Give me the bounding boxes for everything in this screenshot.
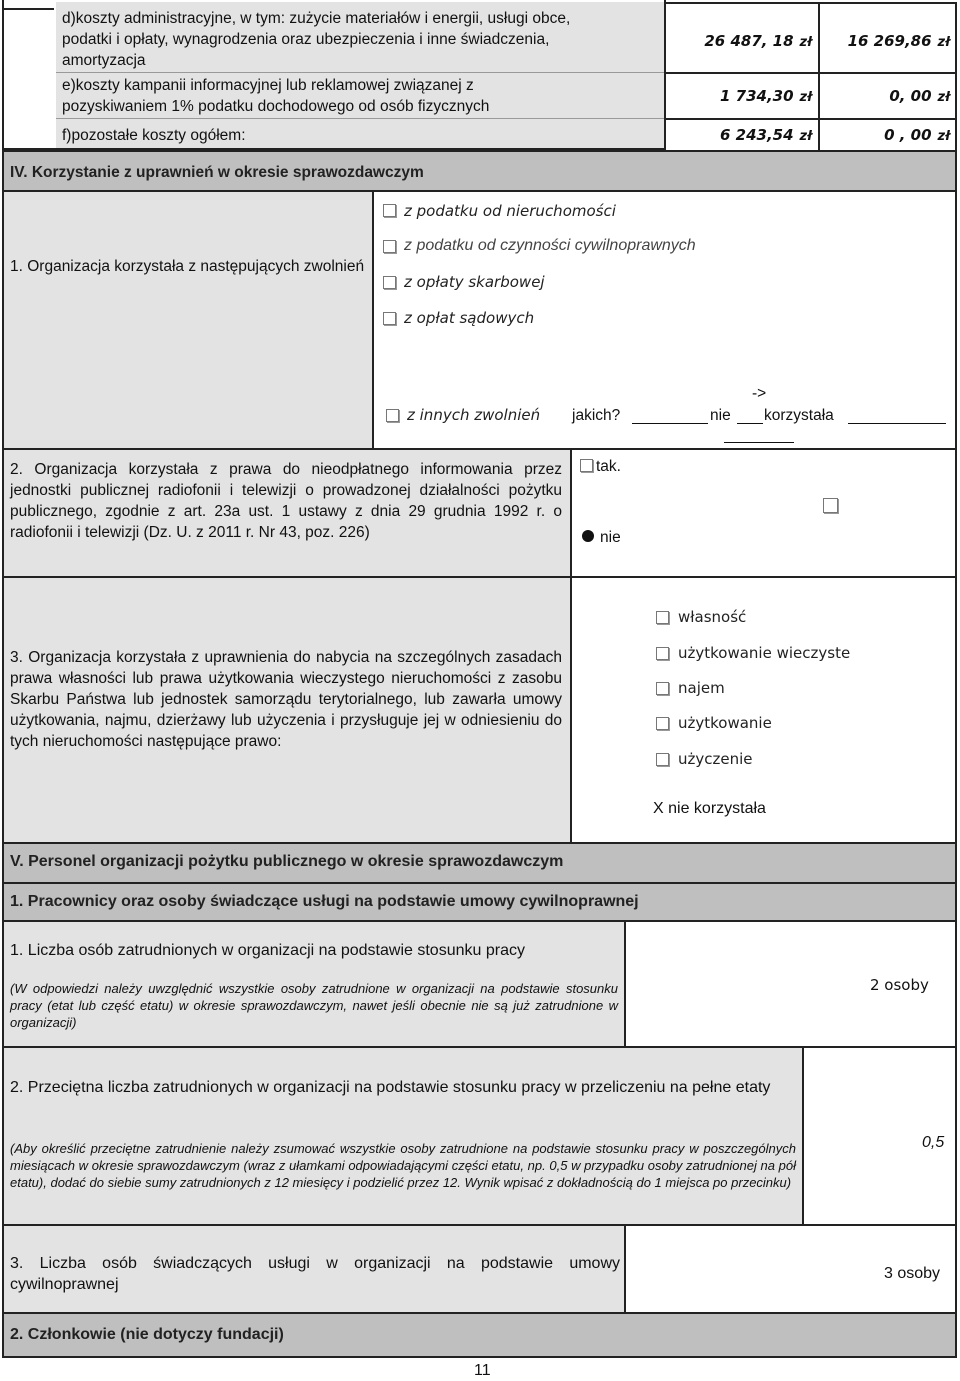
v-q2-label-cell: [2, 1046, 804, 1226]
q3-option-2: użytkowanie wieczyste: [678, 644, 851, 662]
q1-checkbox-3[interactable]: [383, 276, 396, 289]
section-v-sub1-title: 1. Pracownicy oraz osoby świadczące usługi na podstawie umowy cywilnoprawnej: [10, 893, 639, 910]
q3-option-1: własność: [678, 608, 747, 626]
q1-which-label: jakich?: [572, 407, 621, 424]
v-q3-label: 3. Liczba osób świadczących usługi w organizacji na podstawie umowy cywilnoprawnej: [10, 1255, 620, 1293]
q1-extra-underline: [724, 442, 794, 443]
section-iv-title: IV. Korzystanie z uprawnień w okresie sprawozdawczym: [10, 164, 424, 181]
v-q1-note: (W odpowiedzi należy uwzględnić wszystkie osoby zatrudnione w organizacji na podstawie stosunku pracy (etat lub część etatu) w okresie sprawozdawczym, nawet jeśli obecnie nie są już zatrudnione w organizacji): [10, 981, 618, 1030]
q1-option-3: z opłaty skarbowej: [404, 273, 545, 291]
q3-option-5: użyczenie: [678, 750, 753, 768]
q1-nie-underline: [737, 423, 763, 424]
q2-yes-checkbox[interactable]: [580, 459, 593, 472]
v-q2-note: (Aby określić przeciętne zatrudnienie należy zsumować wszystkie osoby zatrudnione na podstawie stosunku pracy w poszczególnych miesiącach w okresie sprawozdawczym (wraz z ułamkami odpowiadającymi części etatu, np. 0,5 w przypadku osoby zatrudnionej na pół etatu), dodać do siebie sumy zatrudnionych z 12 miesięcy i podzielić przez 12. Wynik wpisać z dokładnością do 1 miejsca po przecinku): [10, 1141, 796, 1190]
q1-nie: nie: [710, 407, 731, 424]
q1-checkbox-4[interactable]: [383, 312, 396, 325]
q3-checkbox-5[interactable]: [656, 753, 669, 766]
q3-none: X nie korzystała: [653, 800, 766, 817]
cost-d-value2: 16 269,86 zł: [847, 32, 950, 50]
q1-korzystala-underline: [848, 423, 946, 424]
q2-extra-checkbox[interactable]: [823, 498, 838, 513]
q1-arrow: ->: [752, 385, 767, 402]
q2-answer-cell: [570, 448, 957, 578]
costs-row-divider-2: [56, 118, 666, 119]
q3-checkbox-4[interactable]: [656, 717, 669, 730]
costs-indent-marker: [2, 0, 54, 10]
q3-checkbox-2[interactable]: [656, 647, 669, 660]
v-q3-value: 3 osoby: [884, 1265, 941, 1282]
cost-d-value1: 26 487, 18 zł: [704, 32, 812, 50]
q1-checkbox-1[interactable]: [383, 204, 396, 217]
q3-label: 3. Organizacja korzystała z uprawnienia do nabycia na szczególnych zasadach prawa własności lub prawa użytkowania wieczystego nieruchomości z zasobu Skarbu Państwa lub jednostek samorządu terytorialnego, lub zawarła umowy użytkowania, najmu, dzierżawy lub użyczenia i przysługuje jej w odniesieniu do tych nieruchomości następujące prawo:: [10, 649, 562, 750]
section-v-sub2-title: 2. Członkowie (nie dotyczy fundacji): [10, 1326, 284, 1343]
q1-option-2: z podatku od czynności cywilnoprawnych: [404, 237, 696, 254]
q3-option-4: użytkowanie: [678, 714, 772, 732]
cost-e-value1: 1 734,30 zł: [720, 87, 812, 105]
q2-no-radio-filled[interactable]: [582, 530, 594, 542]
cost-e-value2: 0, 00 zł: [889, 87, 950, 105]
section-v-title: V. Personel organizacji pożytku publicznego w okresie sprawozdawczym: [10, 853, 564, 870]
costs-row-divider-1: [56, 72, 666, 73]
cost-f-value2: 0 , 00 zł: [884, 126, 950, 144]
q1-which-underline: [632, 423, 708, 424]
v-q2-label: 2. Przeciętna liczba zatrudnionych w organizacji na podstawie stosunku pracy w przeliczeniu na pełne etaty: [10, 1079, 771, 1096]
q3-option-3: najem: [678, 679, 725, 697]
v-q1-label: 1. Liczba osób zatrudnionych w organizacji na podstawie stosunku pracy: [10, 942, 525, 959]
cost-e-label: e)koszty kampanii informacyjnej lub reklamowej związanej z pozyskiwaniem 1% podatku dochodowego od osób fizycznych: [62, 77, 490, 115]
q1-label-cell: [2, 190, 374, 450]
q3-checkbox-3[interactable]: [656, 682, 669, 695]
q3-checkbox-1[interactable]: [656, 611, 669, 624]
v-q2-value: 0,5: [922, 1134, 945, 1151]
q1-checkbox-2[interactable]: [383, 240, 396, 253]
page-number: 11: [474, 1362, 491, 1379]
q1-option-4: z opłat sądowych: [404, 309, 535, 327]
cost-d-label: d)koszty administracyjne, w tym: zużycie materiałów i energii, usługi obce, podatki i opłaty, wynagrodzenia oraz ubezpieczenia i inne świadczenia, amortyzacja: [62, 10, 571, 69]
q1-option-1: z podatku od nieruchomości: [404, 202, 616, 220]
q2-no-label: nie: [600, 529, 621, 546]
q1-checkbox-other[interactable]: [386, 409, 399, 422]
v-q1-value: 2 osoby: [870, 976, 929, 994]
q1-korzystala: korzystała: [764, 407, 834, 424]
q1-label: 1. Organizacja korzystała z następujących zwolnień: [10, 258, 365, 275]
q2-label: 2. Organizacja korzystała z prawa do nieodpłatnego informowania przez jednostki publicznej radiofonii i telewizji o prowadzonej działalności pożytku publicznego, zgodnie z art. 23a ust. 1 ustawy z dnia 29 grudnia 1992 r. o radiofonii i telewizji (Dz. U. z 2011 r. Nr 43, poz. 226): [10, 461, 562, 541]
cost-f-value1: 6 243,54 zł: [720, 126, 812, 144]
q1-option-other: z innych zwolnień: [407, 406, 541, 424]
q2-yes-label: tak.: [596, 458, 621, 475]
cost-f-label: f)pozostałe koszty ogółem:: [62, 127, 246, 144]
